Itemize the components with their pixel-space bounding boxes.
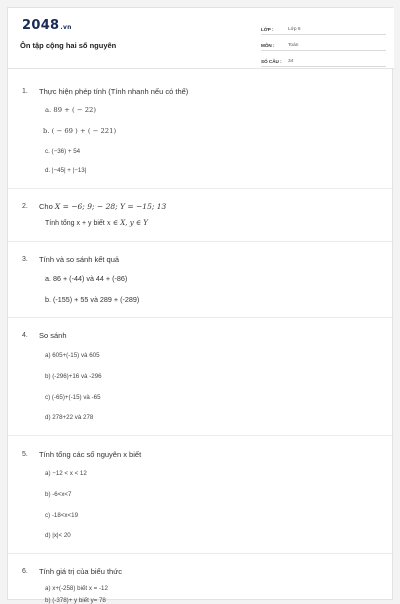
question-option: a) 605+(-15) và 605 bbox=[45, 352, 100, 359]
meta-row-count bbox=[261, 56, 386, 67]
question-math: x ∈ X, y ∈ Y bbox=[106, 219, 148, 227]
question-option: b) -6<x<7 bbox=[45, 491, 72, 498]
question-option: d. |−45| + |−13| bbox=[45, 167, 87, 174]
question-text-line2-prefix: Tính tổng x + y biết bbox=[45, 220, 105, 227]
logo-suffix: .vn bbox=[60, 24, 72, 31]
question-text-line2 bbox=[45, 219, 148, 227]
question-divider bbox=[8, 241, 394, 242]
meta-row-class bbox=[261, 24, 386, 35]
meta-label: SỐ CÂU : bbox=[261, 59, 282, 64]
question-divider bbox=[8, 435, 394, 436]
question-option: c. (−36) + 54 bbox=[45, 148, 81, 155]
question-number: 2. bbox=[22, 203, 28, 210]
question-option: a. 86 + (-44) và 44 + (-86) bbox=[45, 274, 128, 283]
meta-info bbox=[261, 24, 386, 72]
meta-value: Toán bbox=[288, 43, 299, 48]
question-option: a) x+(-258) biết x = -12 bbox=[45, 585, 108, 592]
question-option: c) (-65)+(-15) và -65 bbox=[45, 394, 101, 401]
meta-label: MÔN : bbox=[261, 43, 275, 48]
site-logo[interactable] bbox=[22, 18, 72, 33]
page-title: Ôn tập cộng hai số nguyên bbox=[20, 41, 117, 50]
question-text: Tính giá trị của biểu thức bbox=[39, 567, 122, 576]
question-text: Thực hiện phép tính (Tính nhanh nếu có thể) bbox=[39, 87, 189, 96]
question-text bbox=[39, 202, 166, 211]
question-option: d) |x|< 20 bbox=[45, 532, 71, 539]
meta-label: LỚP : bbox=[261, 27, 274, 32]
meta-value: Lớp 6 bbox=[288, 27, 301, 32]
worksheet-header bbox=[8, 8, 394, 68]
question-option: a. 89 + ( − 22) bbox=[45, 106, 97, 114]
logo-main: 2048 bbox=[22, 18, 60, 33]
question-divider bbox=[8, 188, 394, 189]
question-divider bbox=[8, 317, 394, 318]
question-option: c) -18<x<19 bbox=[45, 512, 79, 519]
question-option: b) (-296)+16 và -296 bbox=[45, 373, 102, 380]
meta-row-subject bbox=[261, 40, 386, 51]
question-math: X = −6; 9; − 28; Y = −15; 13 bbox=[54, 202, 167, 211]
question-number: 6. bbox=[22, 568, 28, 575]
question-text: Tính tổng các số nguyên x biết bbox=[39, 450, 142, 459]
question-option: d) 278+22 và 278 bbox=[45, 414, 94, 421]
question-number: 3. bbox=[22, 256, 28, 263]
worksheet-page bbox=[7, 7, 393, 604]
question-option: b. ( − 69 ) + ( − 221) bbox=[43, 127, 117, 135]
header-divider bbox=[8, 68, 394, 69]
meta-value: 34 bbox=[288, 59, 294, 64]
question-text: So sánh bbox=[39, 331, 67, 340]
question-number: 1. bbox=[22, 88, 28, 95]
question-divider bbox=[8, 553, 394, 554]
question-number: 5. bbox=[22, 451, 28, 458]
question-number: 4. bbox=[22, 332, 28, 339]
question-text-prefix: Cho bbox=[39, 202, 53, 211]
question-option: b. (-155) + 55 và 289 + (-289) bbox=[45, 295, 140, 304]
question-option: b) (-378)+ y biết y= 78 bbox=[45, 597, 106, 604]
question-option: a) −12 < x < 12 bbox=[45, 470, 87, 477]
question-text: Tính và so sánh kết quả bbox=[39, 255, 120, 264]
